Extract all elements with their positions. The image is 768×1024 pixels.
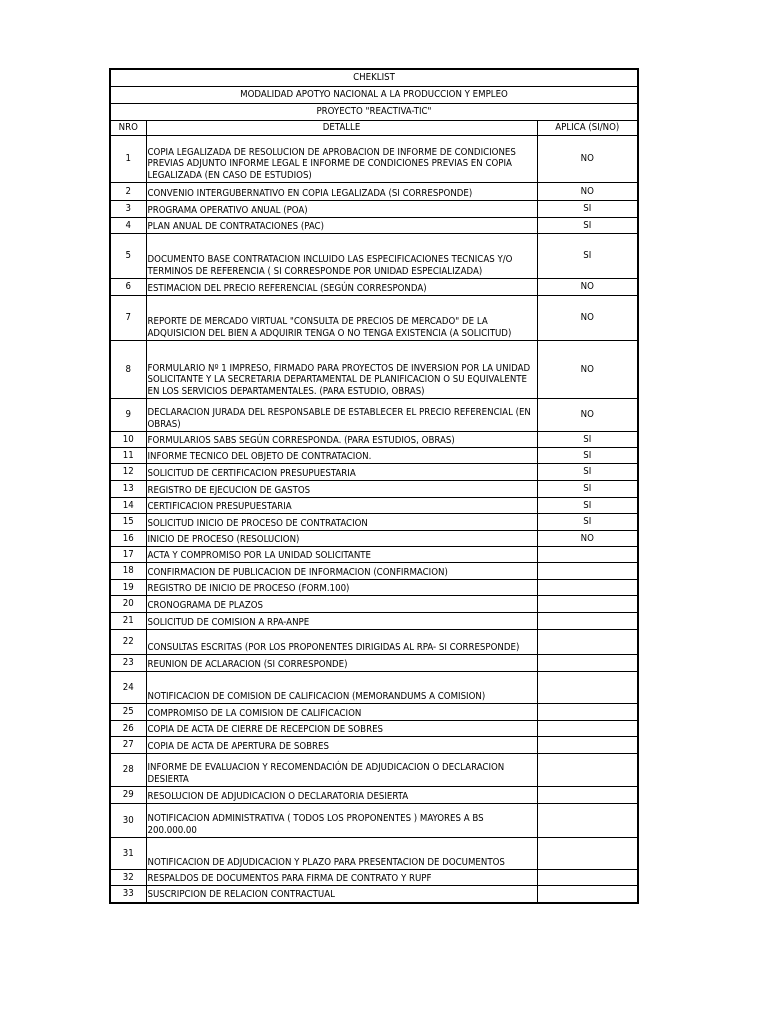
- row-detail: RESOLUCION DE ADJUDICACION O DECLARATORIA DESIERTA: [146, 787, 537, 804]
- modality-title: MODALIDAD APOTYO NACIONAL A LA PRODUCCION Y EMPLEO: [110, 87, 638, 104]
- row-detail: FORMULARIOS SABS SEGÚN CORRESPONDA. (PARA ESTUDIOS, OBRAS): [146, 432, 537, 448]
- row-applies: SI: [537, 514, 638, 531]
- row-number: 4: [110, 218, 146, 234]
- row-detail: FORMULARIO Nº 1 IMPRESO, FIRMADO PARA PROYECTOS DE INVERSION POR LA UNIDAD SOLICITANTE Y LA SECRETARIA DEPARTAMENTAL DE PLANIFICACION O SU EQUIVALENTE EN LOS SERVICIOS DEPARTAMENTALES. (PARA ESTUDIO, OBRAS): [146, 341, 537, 399]
- row-applies: [537, 630, 638, 655]
- row-applies: [537, 870, 638, 886]
- table-row: [110, 721, 638, 737]
- row-number: 27: [110, 737, 146, 754]
- row-applies: NO: [537, 296, 638, 341]
- row-detail: ESTIMACION DEL PRECIO REFERENCIAL (SEGÚN CORRESPONDA): [146, 279, 537, 296]
- row-applies: [537, 563, 638, 580]
- row-number: 3: [110, 201, 146, 218]
- table-row: [110, 737, 638, 754]
- row-applies: [537, 838, 638, 870]
- row-detail: COPIA DE ACTA DE APERTURA DE SOBRES: [146, 737, 537, 754]
- table-row: [110, 531, 638, 547]
- table-row: [110, 630, 638, 655]
- row-detail: SOLICITUD DE CERTIFICACION PRESUPUESTARIA: [146, 464, 537, 481]
- table-row: [110, 201, 638, 218]
- row-applies: SI: [537, 481, 638, 498]
- row-detail: SOLICITUD INICIO DE PROCESO DE CONTRATACION: [146, 514, 537, 531]
- checklist-title: CHEKLIST: [110, 69, 638, 87]
- row-number: 14: [110, 498, 146, 514]
- row-detail: COPIA LEGALIZADA DE RESOLUCION DE APROBACION DE INFORME DE CONDICIONES PREVIAS ADJUNTO INFORME LEGAL E INFORME DE CONDICIONES PREVIAS EN COPIA LEGALIZADA (EN CASO DE ESTUDIOS): [146, 136, 537, 183]
- row-detail: CONVENIO INTERGUBERNATIVO EN COPIA LEGALIZADA (SI CORRESPONDE): [146, 183, 537, 201]
- row-applies: NO: [537, 531, 638, 547]
- row-applies: [537, 596, 638, 613]
- row-applies: [537, 737, 638, 754]
- row-detail: CRONOGRAMA DE PLAZOS: [146, 596, 537, 613]
- row-detail: INFORME DE EVALUACION Y RECOMENDACIÓN DE ADJUDICACION O DECLARACION DESIERTA: [146, 754, 537, 787]
- row-detail: SOLICITUD DE COMISION A RPA-ANPE: [146, 613, 537, 630]
- table-row: [110, 464, 638, 481]
- row-detail: COPIA DE ACTA DE CIERRE DE RECEPCION DE SOBRES: [146, 721, 537, 737]
- row-number: 9: [110, 399, 146, 432]
- table-row: [110, 886, 638, 903]
- row-applies: NO: [537, 136, 638, 183]
- row-number: 33: [110, 886, 146, 903]
- row-number: 6: [110, 279, 146, 296]
- row-number: 17: [110, 547, 146, 563]
- row-detail: NOTIFICACION DE COMISION DE CALIFICACION (MEMORANDUMS A COMISION): [146, 672, 537, 704]
- row-number: 10: [110, 432, 146, 448]
- row-number: 31: [110, 838, 146, 870]
- row-applies: NO: [537, 399, 638, 432]
- header-aplica: APLICA (SI/NO): [537, 121, 638, 136]
- table-row: [110, 183, 638, 201]
- row-detail: DOCUMENTO BASE CONTRATACION INCLUIDO LAS ESPECIFICACIONES TECNICAS Y/O TERMINOS DE REFERENCIA ( SI CORRESPONDE POR UNIDAD ESPECIALIZADA): [146, 234, 537, 279]
- table-row: [110, 580, 638, 596]
- row-number: 7: [110, 296, 146, 341]
- checklist-table: [109, 68, 639, 904]
- row-applies: NO: [537, 341, 638, 399]
- row-number: 16: [110, 531, 146, 547]
- table-row: [110, 672, 638, 704]
- table-row: [110, 870, 638, 886]
- row-applies: [537, 787, 638, 804]
- row-number: 26: [110, 721, 146, 737]
- table-row: [110, 787, 638, 804]
- row-number: 18: [110, 563, 146, 580]
- row-number: 5: [110, 234, 146, 279]
- table-row: [110, 547, 638, 563]
- row-number: 28: [110, 754, 146, 787]
- project-title: PROYECTO "REACTIVA-TIC": [110, 104, 638, 121]
- table-row: [110, 838, 638, 870]
- row-number: 21: [110, 613, 146, 630]
- row-detail: PROGRAMA OPERATIVO ANUAL (POA): [146, 201, 537, 218]
- row-applies: [537, 655, 638, 672]
- table-row: [110, 754, 638, 787]
- row-applies: SI: [537, 464, 638, 481]
- row-detail: NOTIFICACION ADMINISTRATIVA ( TODOS LOS PROPONENTES ) MAYORES A BS 200.000.00: [146, 804, 537, 838]
- row-detail: CERTIFICACION PRESUPUESTARIA: [146, 498, 537, 514]
- row-detail: NOTIFICACION DE ADJUDICACION Y PLAZO PARA PRESENTACION DE DOCUMENTOS: [146, 838, 537, 870]
- table-row: [110, 804, 638, 838]
- row-detail: ACTA Y COMPROMISO POR LA UNIDAD SOLICITANTE: [146, 547, 537, 563]
- row-number: 24: [110, 672, 146, 704]
- row-applies: [537, 886, 638, 903]
- row-applies: [537, 613, 638, 630]
- table-row: [110, 234, 638, 279]
- table-row: [110, 481, 638, 498]
- row-detail: REGISTRO DE EJECUCION DE GASTOS: [146, 481, 537, 498]
- row-number: 29: [110, 787, 146, 804]
- row-applies: [537, 754, 638, 787]
- row-number: 30: [110, 804, 146, 838]
- header-detalle: DETALLE: [146, 121, 537, 136]
- row-applies: [537, 804, 638, 838]
- row-detail: PLAN ANUAL DE CONTRATACIONES (PAC): [146, 218, 537, 234]
- table-row: [110, 498, 638, 514]
- row-applies: NO: [537, 183, 638, 201]
- row-applies: SI: [537, 201, 638, 218]
- checklist-sheet: [109, 68, 637, 904]
- row-detail: DECLARACION JURADA DEL RESPONSABLE DE ESTABLECER EL PRECIO REFERENCIAL (EN OBRAS): [146, 399, 537, 432]
- row-detail: REUNION DE ACLARACION (SI CORRESPONDE): [146, 655, 537, 672]
- row-applies: SI: [537, 498, 638, 514]
- table-row: [110, 613, 638, 630]
- header-nro: NRO: [110, 121, 146, 136]
- row-number: 11: [110, 448, 146, 464]
- row-detail: INFORME TECNICO DEL OBJETO DE CONTRATACION.: [146, 448, 537, 464]
- table-row: [110, 399, 638, 432]
- row-number: 19: [110, 580, 146, 596]
- row-detail: REPORTE DE MERCADO VIRTUAL "CONSULTA DE PRECIOS DE MERCADO" DE LA ADQUISICION DEL BIEN A ADQUIRIR TENGA O NO TENGA EXISTENCIA (A SOLICITUD): [146, 296, 537, 341]
- row-detail: CONSULTAS ESCRITAS (POR LOS PROPONENTES DIRIGIDAS AL RPA- SI CORRESPONDE): [146, 630, 537, 655]
- table-row: [110, 296, 638, 341]
- table-row: [110, 218, 638, 234]
- row-applies: SI: [537, 218, 638, 234]
- row-number: 1: [110, 136, 146, 183]
- row-applies: [537, 672, 638, 704]
- row-applies: SI: [537, 432, 638, 448]
- table-row: [110, 704, 638, 721]
- row-number: 2: [110, 183, 146, 201]
- table-row: [110, 448, 638, 464]
- row-detail: REGISTRO DE INICIO DE PROCESO (FORM.100): [146, 580, 537, 596]
- table-row: [110, 655, 638, 672]
- row-number: 15: [110, 514, 146, 531]
- row-number: 12: [110, 464, 146, 481]
- table-row: [110, 514, 638, 531]
- row-detail: RESPALDOS DE DOCUMENTOS PARA FIRMA DE CONTRATO Y RUPF: [146, 870, 537, 886]
- row-number: 32: [110, 870, 146, 886]
- row-number: 23: [110, 655, 146, 672]
- row-number: 8: [110, 341, 146, 399]
- row-detail: INICIO DE PROCESO (RESOLUCION): [146, 531, 537, 547]
- row-applies: SI: [537, 448, 638, 464]
- row-detail: SUSCRIPCION DE RELACION CONTRACTUAL: [146, 886, 537, 903]
- row-applies: SI: [537, 234, 638, 279]
- row-number: 22: [110, 630, 146, 655]
- row-number: 13: [110, 481, 146, 498]
- row-applies: [537, 547, 638, 563]
- row-detail: CONFIRMACION DE PUBLICACION DE INFORMACION (CONFIRMACION): [146, 563, 537, 580]
- table-row: [110, 136, 638, 183]
- table-row: [110, 341, 638, 399]
- row-applies: [537, 721, 638, 737]
- table-row: [110, 279, 638, 296]
- table-row: [110, 563, 638, 580]
- table-row: [110, 432, 638, 448]
- row-applies: [537, 704, 638, 721]
- row-number: 20: [110, 596, 146, 613]
- row-number: 25: [110, 704, 146, 721]
- table-row: [110, 596, 638, 613]
- row-applies: NO: [537, 279, 638, 296]
- row-applies: [537, 580, 638, 596]
- row-detail: COMPROMISO DE LA COMISION DE CALIFICACION: [146, 704, 537, 721]
